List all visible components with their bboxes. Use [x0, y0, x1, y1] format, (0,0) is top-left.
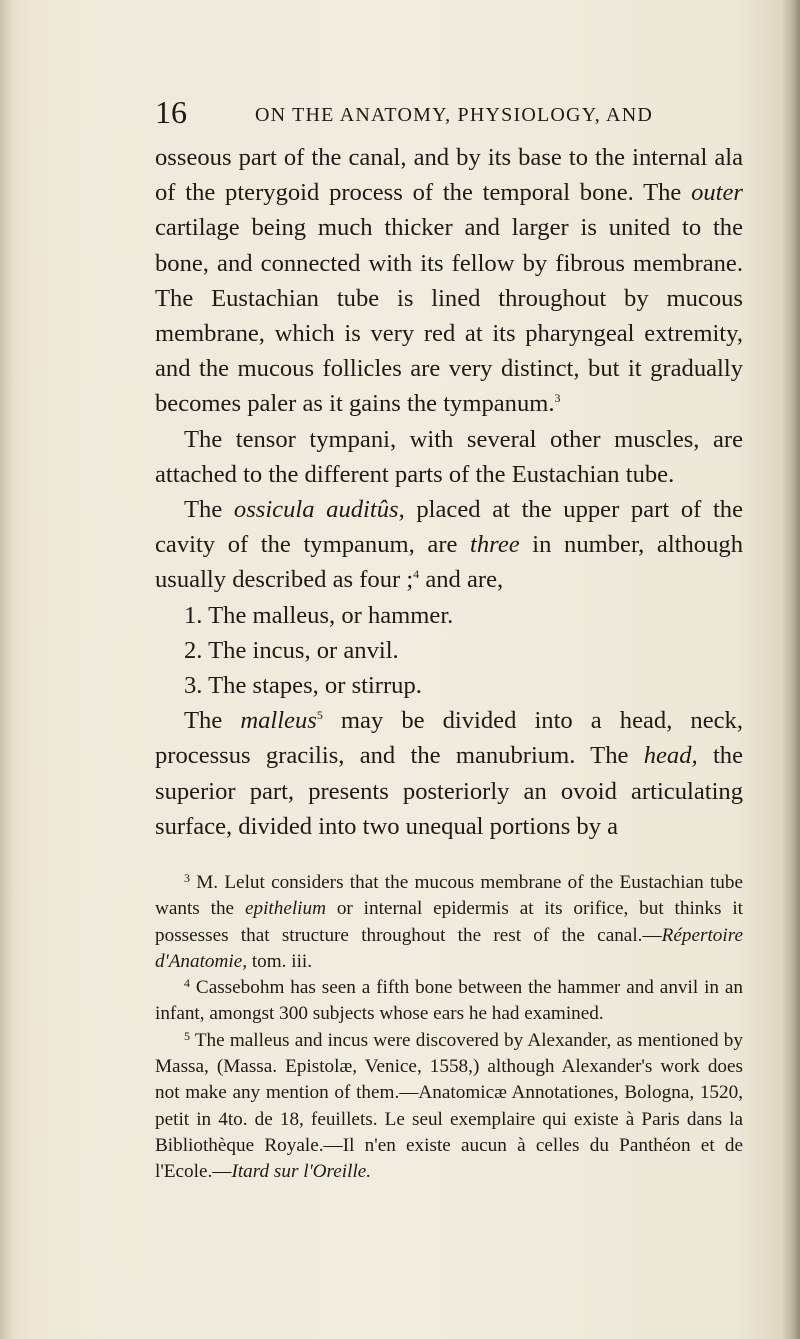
- emphasis-outer: outer: [691, 179, 743, 207]
- emphasis-three: three: [470, 531, 520, 559]
- footnote-4: $^4$ Cassebohm has seen a fifth bone between the hammer and anvil in an infant, amongst 300 subjects whose ears he had examined.: [155, 976, 743, 1025]
- paragraph-2: The tensor tympani, with several other muscles, are attached to the different parts of the Eustachian tube.: [155, 425, 743, 488]
- paragraph-3: The ossicula auditûs, placed at the upper part of the cavity of the tympanum, are three in number, although usually described as four ;$^4$ and are,: [155, 496, 743, 594]
- main-text: [155, 140, 743, 844]
- page-header: [155, 96, 740, 136]
- page-number: 16: [155, 94, 187, 130]
- footnote-5: $^5$ The malleus and incus were discovered by Alexander, as mentioned by Massa, (Massa. Epistolæ, Venice, 1558,) although Alexander's work does not make any mention of them.—Anatomicæ Annotationes, Bologna, 1520, petit in 4to. de 18, feuillets. Le seul exemplaire qui existe à Paris dans la Bibliothèque Royale.—Il n'en existe aucun à celles du Panthéon et de l'Ecole.—Itard sur l'Oreille.: [155, 1028, 743, 1183]
- list-item-incus: 2. The incus, or anvil.: [184, 636, 399, 664]
- page-left-shadow: [0, 0, 14, 1339]
- running-head: ON THE ANATOMY, PHYSIOLOGY, AND: [255, 104, 653, 126]
- footnote-ref-5[interactable]: 5: [316, 708, 323, 723]
- page-binding-shadow: [782, 0, 800, 1339]
- emphasis-malleus: malleus: [240, 707, 317, 735]
- footnote-3: $^3$ M. Lelut considers that the mucous membrane of the Eustachian tube wants the epithelium or internal epidermis at its orifice, but thinks it possesses that structure throughout the rest of the canal.—Répertoire d'Anatomie, tom. iii.: [155, 871, 743, 972]
- list-item-malleus: 1. The malleus, or hammer.: [184, 601, 454, 629]
- emphasis-itard: Itard sur l'Oreille.: [231, 1161, 372, 1183]
- emphasis-epithelium: epithelium: [244, 898, 326, 920]
- emphasis-ossicula: ossicula auditûs,: [233, 496, 405, 524]
- emphasis-repertoire: Répertoire d'Anatomie,: [155, 924, 743, 972]
- footnote-number-5: 5: [184, 1028, 190, 1043]
- footnote-number-3: 3: [184, 871, 190, 885]
- paragraph-1: osseous part of the canal, and by its base to the internal ala of the pterygoid process of the temporal bone. The outer cartilage being much thicker and larger is united to the bone, and connected with its fellow by fibrous membrane. The Eustachian tube is lined throughout by mucous membrane, which is very red at its pharyngeal extremity, and the mucous follicles are very distinct, but it gradually becomes paler as it gains the tympanum.$^3$: [155, 144, 743, 418]
- footnote-number-4: 4: [184, 976, 190, 991]
- list-item-stapes: 3. The stapes, or stirrup.: [184, 672, 422, 700]
- paragraph-4: The malleus$^5$ may be divided into a head, neck, processus gracilis, and the manubrium. The head, the superior part, presents posteriorly an ovoid articulating surface, divided into two unequal portions by a: [155, 707, 743, 840]
- emphasis-head: head,: [643, 742, 698, 770]
- footnote-ref-4[interactable]: 4: [413, 567, 420, 582]
- footnotes: [155, 870, 743, 1186]
- footnote-ref-3[interactable]: 3: [554, 391, 561, 406]
